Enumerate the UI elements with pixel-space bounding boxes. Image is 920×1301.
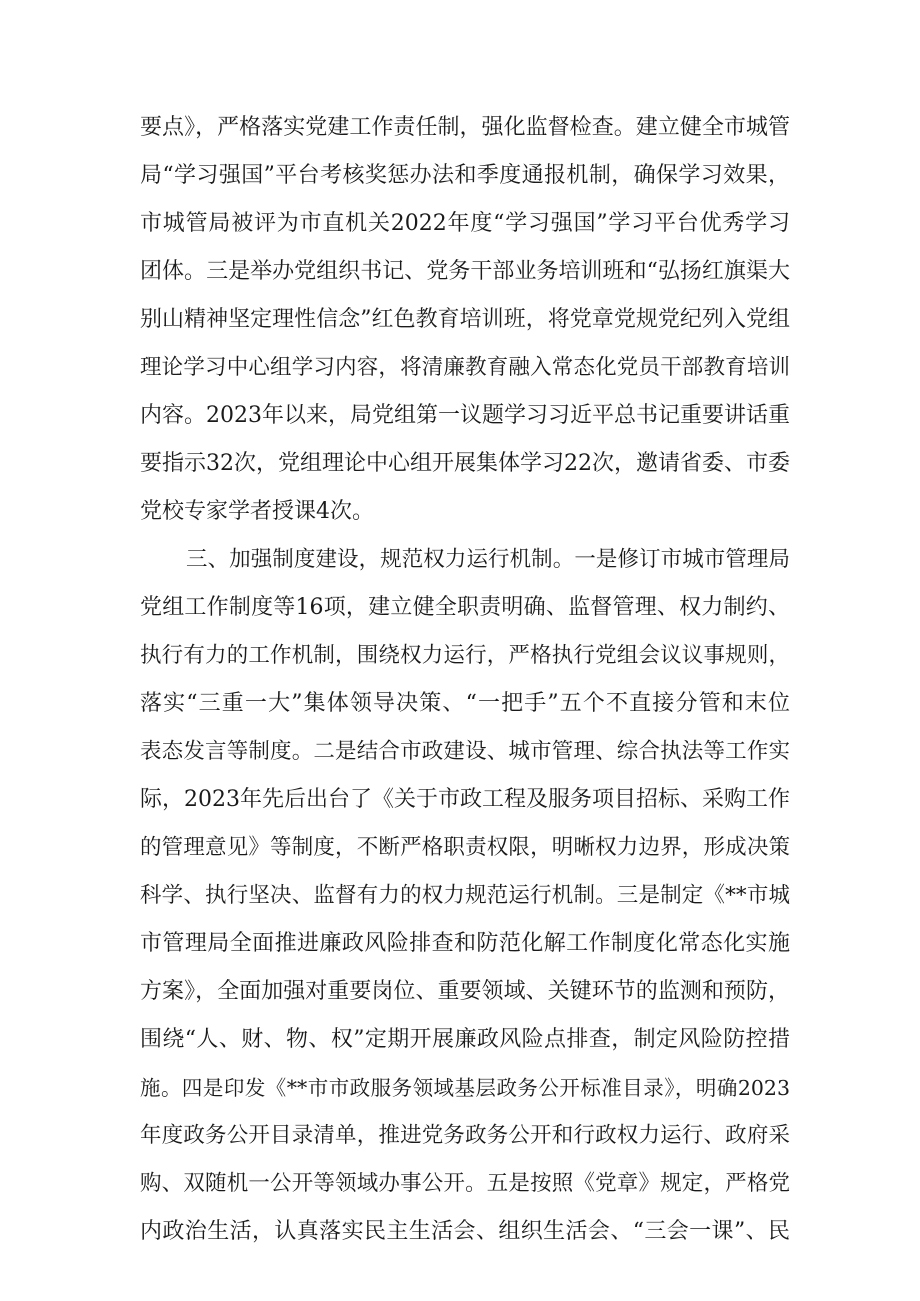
text-line: 市管理局全面推进廉政风险排查和防范化解工作制度化常态化实施: [140, 931, 790, 956]
text-line: 施。四是印发《**市市政服务领域基层政务公开标准目录》，明确2023: [140, 1076, 790, 1100]
text-line: 围绕“人、财、物、权”定期开展廉政风险点排查，制定风险防控措: [140, 1027, 790, 1052]
section-heading-line: 三、加强制度建设，规范权力运行机制。一是修订市城市管理局: [186, 547, 790, 572]
text-line: 内政治生活，认真落实民主生活会、组织生活会、“三会一课”、民: [140, 1219, 790, 1244]
text-line: 局“学习强国”平台考核奖惩办法和季度通报机制，确保学习效果，: [140, 163, 790, 188]
text-line: 党组工作制度等16项，建立健全职责明确、监督管理、权力制约、: [140, 595, 790, 620]
text-line: 党校专家学者授课4次。: [140, 499, 374, 524]
text-line: 表态发言等制度。二是结合市政建设、城市管理、综合执法等工作实: [140, 739, 790, 764]
text-line: 方案》，全面加强对重要岗位、重要领域、关键环节的监测和预防，: [140, 979, 790, 1004]
text-line: 科学、执行坚决、监督有力的权力规范运行机制。三是制定《**市城: [140, 883, 790, 908]
text-line: 市城管局被评为市直机关2022年度“学习强国”学习平台优秀学习: [140, 211, 790, 236]
text-line: 购、双随机一公开等领域办事公开。五是按照《党章》规定，严格党: [140, 1171, 790, 1196]
text-line: 内容。2023年以来，局党组第一议题学习习近平总书记重要讲话重: [140, 403, 790, 428]
text-line: 落实“三重一大”集体领导决策、“一把手”五个不直接分管和末位: [140, 691, 790, 716]
text-line: 别山精神坚定理性信念”红色教育培训班，将党章党规党纪列入党组: [140, 307, 790, 332]
text-line: 的管理意见》等制度，不断严格职责权限，明晰权力边界，形成决策: [140, 835, 790, 860]
text-line: 要指示32次，党组理论中心组开展集体学习22次，邀请省委、市委: [140, 451, 790, 476]
text-line: 执行有力的工作机制，围绕权力运行，严格执行党组会议议事规则，: [140, 643, 790, 668]
text-line: 理论学习中心组学习内容，将清廉教育融入常态化党员干部教育培训: [140, 355, 790, 380]
text-line: 要点》，严格落实党建工作责任制，强化监督检查。建立健全市城管: [140, 115, 790, 140]
text-line: 际，2023年先后出台了《关于市政工程及服务项目招标、采购工作: [140, 787, 790, 812]
text-line: 团体。三是举办党组织书记、党务干部业务培训班和“弘扬红旗渠大: [140, 259, 790, 284]
text-line: 年度政务公开目录清单，推进党务政务公开和行政权力运行、政府采: [140, 1123, 790, 1148]
